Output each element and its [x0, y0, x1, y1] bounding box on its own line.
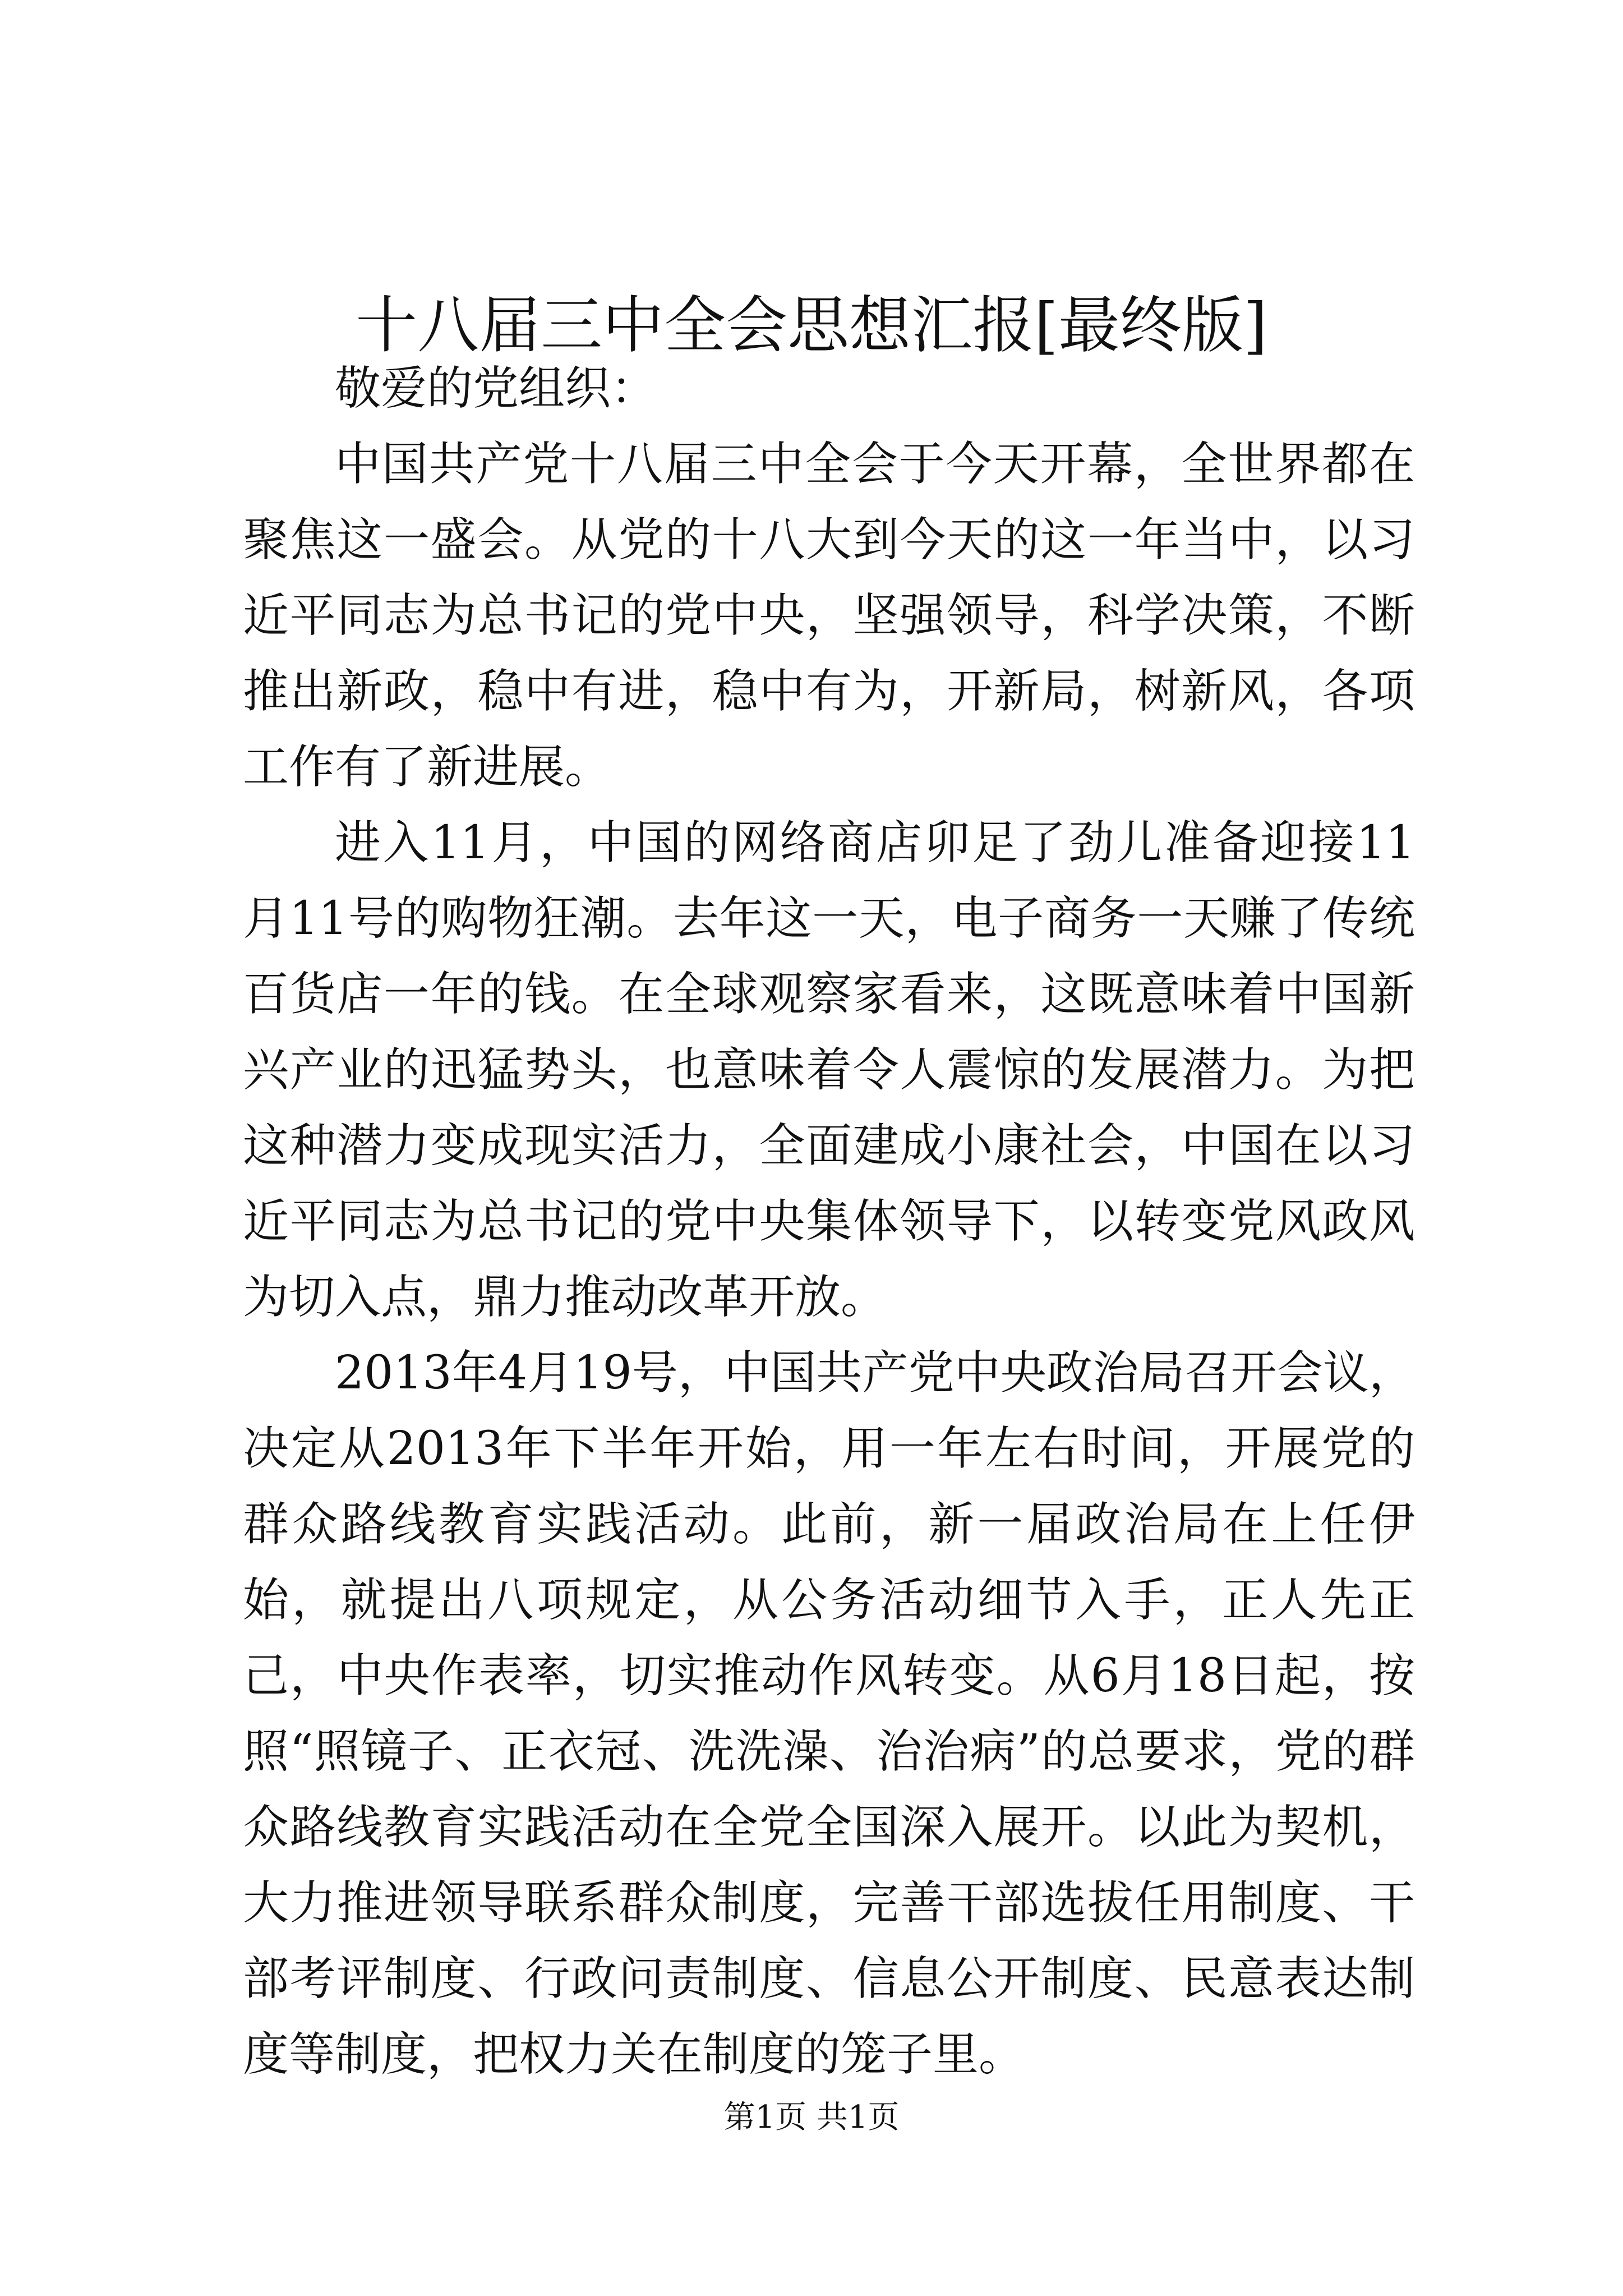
page-footer: 第1页 共1页 — [723, 2099, 900, 2136]
paragraph-3: 2013年4月19号，中国共产党中央政治局召开会议，决定从2013年下半年开始，用一年左右时间，开展党的群众路线教育实践活动。此前，新一届政治局在上任伊始，就提出八项规定，从公务活动细节入手，正人先正己，中央作表率，切实推动作风转变。从6月18日起，按照“照镜子、正衣冠、洗洗澡、治治病”的总要求，党的群众路线教育实践活动在全党全国深入展开。以此为契机，大力推进领导联系群众制度，完善干部选拔任用制度、干部考评制度、行政问责制度、信息公开制度、民意表达制度等制度，把权力关在制度的笼子里。 — [243, 1346, 1415, 2081]
document-body — [243, 351, 1415, 2092]
salutation: 敬爱的党组织： — [335, 362, 657, 415]
paragraph-2: 进入11月，中国的网络商店卯足了劲儿准备迎接11月11号的购物狂潮。去年这一天，电子商务一天赚了传统百货店一年的钱。在全球观察家看来，这既意味着中国新兴产业的迅猛势头，也意味着令人震惊的发展潜力。为把这种潜力变成现实活力，全面建成小康社会，中国在以习近平同志为总书记的党中央集体领导下，以转变党风政风为切入点，鼎力推动改革开放。 — [243, 816, 1415, 1324]
document-title: 十八届三中全会思想汇报[最终版] — [356, 289, 1267, 361]
paragraph-1: 中国共产党十八届三中全会于今天开幕，全世界都在聚焦这一盛会。从党的十八大到今天的这一年当中，以习近平同志为总书记的党中央，坚强领导，科学决策，不断推出新政，稳中有进，稳中有为，开新局，树新风，各项工作有了新进展。 — [243, 438, 1415, 794]
